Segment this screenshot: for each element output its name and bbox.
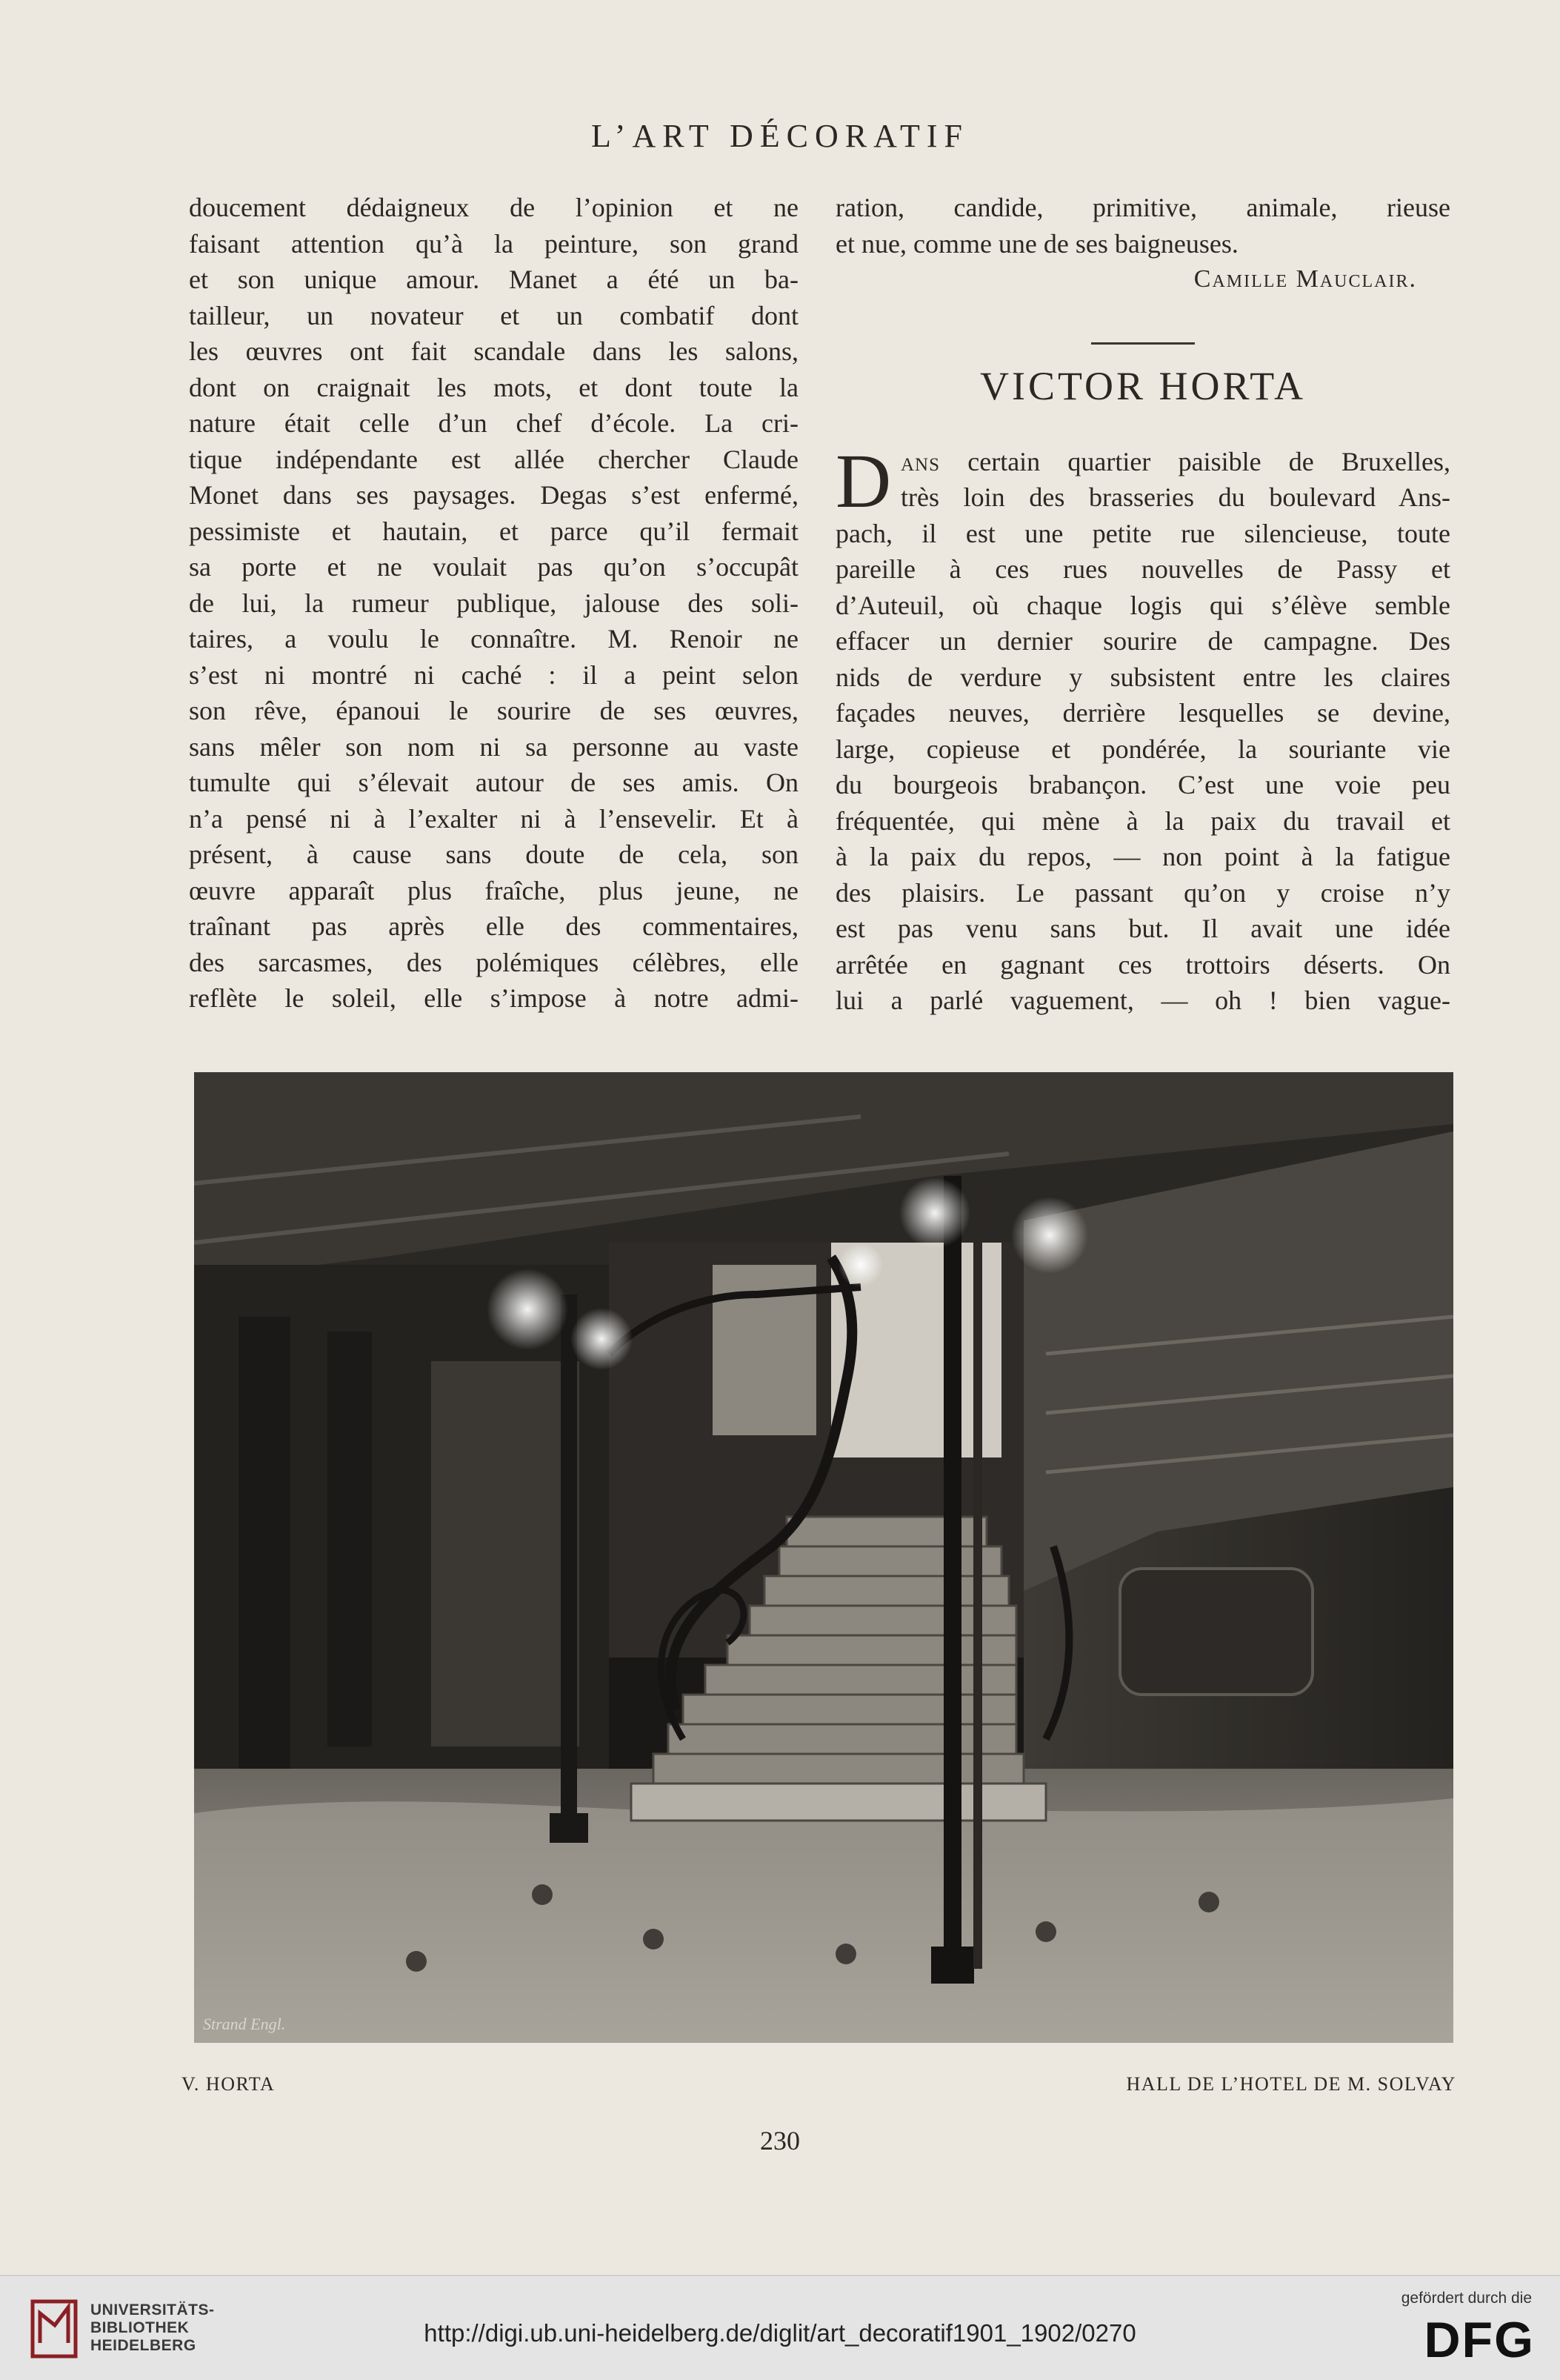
text-line: est pas venu sans but. Il avait une idée [836,914,1450,943]
small-caps-opening: ans [901,446,941,476]
text-line: du bourgeois brabançon. C’est une voie peu [836,770,1450,800]
text-line: tique indépendante est allée chercher Claude [189,444,799,474]
text-line: de lui, la rumeur publique, jalouse des soli- [189,588,799,618]
text-line: sa porte et ne voulait pas qu’on s’occupât [189,552,799,582]
text-line: nature était celle d’un chef d’école. La cri- [189,408,799,438]
article-title: VICTOR HORTA [980,363,1306,408]
text-line: et nue, comme une de ses baigneuses. [836,228,1239,259]
text-line: sans mêler son nom ni sa personne au vaste [189,731,799,762]
text-line: fréquentée, qui mène à la paix du travail et [836,805,1450,836]
text-line: à la paix du repos, — non point à la fatigue [836,842,1450,871]
text-line: Monet dans ses paysages. Degas s’est enfermé, [189,480,799,510]
text-line: les œuvres ont fait scandale dans les salons, [189,336,799,366]
left-column [189,190,799,1017]
text-line: d’Auteuil, où chaque logis qui s’élève semble [836,590,1450,620]
text-line: doucement dédaigneux de l’opinion et ne [189,193,799,222]
page-number: 230 [760,2126,800,2155]
article-body [836,438,1450,1019]
text-line: ration, candide, primitive, animale, rieuse [836,193,1450,222]
text-line: et son unique amour. Manet a été un ba- [189,265,799,294]
text-line: n’a pensé ni à l’exalter ni à l’ensevelir. Et à [189,803,799,834]
text-line: pessimiste et hautain, et parce qu’il fermait [189,516,799,546]
author-signature: Camille Mauclair. [1193,265,1417,293]
text-line: pareille à ces rues nouvelles de Passy et [836,554,1450,584]
text-line [836,444,1450,480]
photo-caption-author: V. HORTA [181,2073,276,2095]
text-line-rest: certain quartier paisible de Bruxelles, [940,446,1450,476]
digitization-footer [0,2275,1560,2380]
text-line: reflète le soleil, elle s’impose à notre admi- [189,983,799,1013]
text-line: arrêtée en gagnant ces trottoirs déserts. On [836,949,1450,980]
text-line: très loin des brasseries du boulevard Ans- [901,482,1450,512]
library-name-line: BIBLIOTHEK [90,2319,190,2336]
text-line: pach, il est une petite rue silencieuse, toute [836,518,1450,548]
dfg-logo: DFG [1424,2312,1535,2368]
text-line: des sarcasmes, des polémiques célèbres, elle [189,947,799,977]
text-line: traînant pas après elle des commentaires, [189,911,799,941]
staircase-photograph [194,1072,1453,2043]
text-line: présent, à cause sans doute de cela, son [189,840,799,869]
text-line: lui a parlé vaguement, — oh ! bien vague- [836,985,1450,1015]
library-name-line: HEIDELBERG [90,2337,196,2354]
section-divider [1091,342,1195,345]
text-line: son rêve, épanoui le sourire de ses œuvres, [189,696,799,725]
text-line: tumulte qui s’élevait autour de ses amis. On [189,768,799,797]
text-line: façades neuves, derrière lesquelles se devine, [836,698,1450,728]
library-name-line: UNIVERSITÄTS- [90,2301,215,2318]
text-line: s’est ni montré ni caché : il a peint selon [189,659,799,690]
text-line: effacer un dernier sourire de campagne. Des [836,626,1450,656]
photo-engraver-signature: Strand Engl. [203,2015,286,2033]
funder-label: gefördert durch die [1401,2290,1532,2307]
right-column [836,190,1450,1019]
running-head: L’ART DÉCORATIF [590,118,970,154]
staircase-photo-illustration [194,1072,1453,2043]
photo-caption-title: HALL DE L’HOTEL DE M. SOLVAY [1126,2073,1456,2095]
text-line: dont on craignait les mots, et dont toute la [189,372,799,402]
drop-cap: D [836,438,892,524]
permalink-url[interactable]: http://digi.ub.uni-heidelberg.de/diglit/art_decoratif1901_1902/0270 [424,2319,1136,2347]
text-line: nids de verdure y subsistent entre les claires [836,662,1450,692]
text-line: tailleur, un novateur et un combatif dont [189,300,799,330]
text-line: large, copieuse et pondérée, la souriante vie [836,734,1450,764]
text-line: œuvre apparaît plus fraîche, plus jeune, ne [189,875,799,905]
text-line: des plaisirs. Le passant qu’on y croise n’y [836,877,1450,908]
text-line: taires, a voulu le connaître. M. Renoir ne [189,624,799,654]
text-line: faisant attention qu’à la peinture, son grand [189,228,799,259]
